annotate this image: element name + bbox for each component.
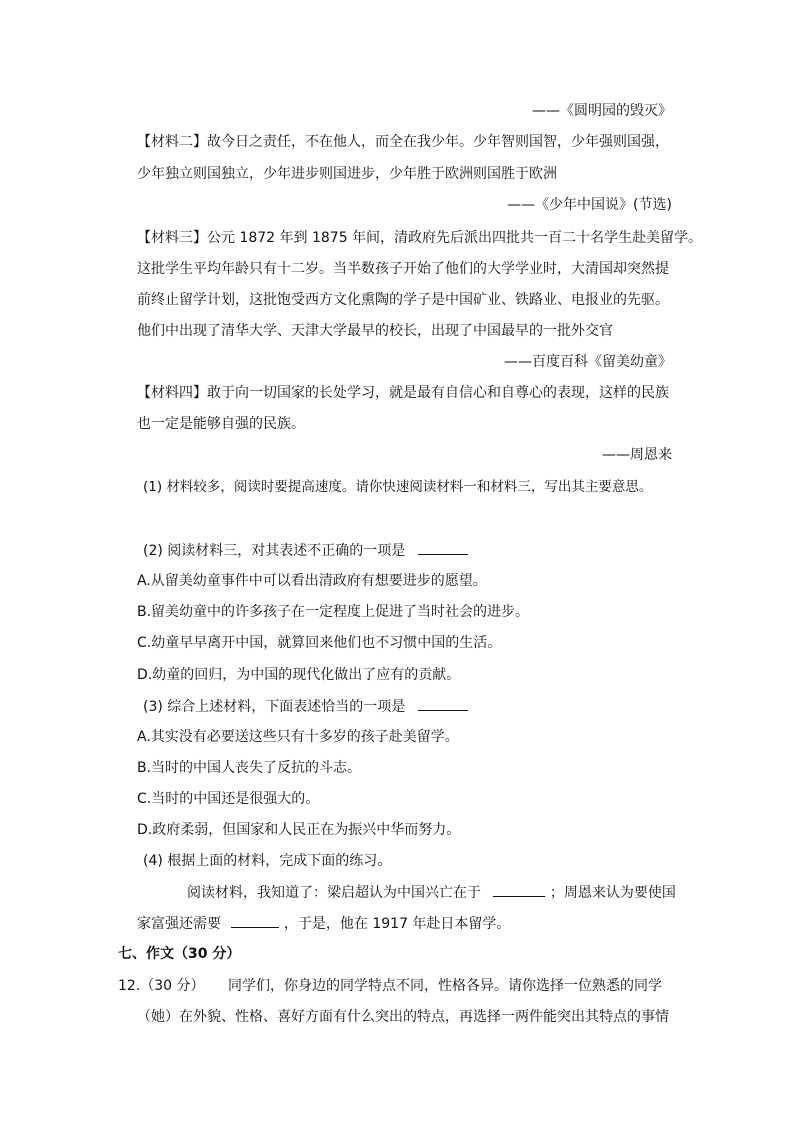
question-4: (4) 根据上面的材料，完成下面的练习。 bbox=[143, 853, 392, 869]
material2-source: ——《少年中国说》(节选) bbox=[507, 197, 672, 213]
material3-line4: 他们中出现了清华大学、天津大学最早的校长，出现了中国最早的一批外交官 bbox=[137, 323, 613, 339]
question-3 bbox=[143, 696, 468, 717]
material4-line2: 也一定是能够自强的民族。 bbox=[137, 416, 305, 432]
q3-option-b: B.当时的中国人丧失了反抗的斗志。 bbox=[137, 760, 362, 776]
material3-source: ——百度百科《留美幼童》 bbox=[504, 354, 672, 370]
q2-option-c: C.幼童早早离开中国，就算回来他们也不习惯中国的生活。 bbox=[137, 635, 502, 651]
question-2 bbox=[143, 540, 468, 561]
material2-line1: 【材料二】故今日之责任，不在他人，而全在我少年。少年智则国智，少年强则国强， bbox=[137, 134, 669, 150]
material3-line1: 【材料三】公元 1872 年到 1875 年间，清政府先后派出四批共一百二十名学生赴美留学。 bbox=[137, 230, 703, 246]
q3-option-c: C.当时的中国还是很强大的。 bbox=[137, 791, 320, 807]
question-4-fill-line2 bbox=[137, 913, 510, 934]
section-7-title: 七、作文（30 分） bbox=[118, 946, 241, 962]
material2-line2: 少年独立则国独立，少年进步则国进步，少年胜于欧洲则国胜于欧洲 bbox=[137, 166, 557, 182]
q3-option-d: D.政府柔弱，但国家和人民正在为振兴中华而努力。 bbox=[137, 822, 461, 838]
q3-option-a: A.其实没有必要送这些只有十多岁的孩子赴美留学。 bbox=[137, 729, 459, 745]
question-12-line1: 同学们，你身边的同学特点不同，性格各异。请你选择一位熟悉的同学 bbox=[228, 978, 662, 994]
fill-blank-1[interactable] bbox=[493, 882, 545, 897]
q2-option-a: A.从留美幼童事件中可以看出清政府有想要进步的愿望。 bbox=[137, 573, 487, 589]
fill-text-c: 家富强还需要 bbox=[137, 916, 221, 932]
q2-option-d: D.幼童的回归，为中国的现代化做出了应有的贡献。 bbox=[137, 667, 461, 683]
fill-blank-2[interactable] bbox=[231, 913, 279, 928]
fill-text-b: ；周恩来认为要使国 bbox=[549, 885, 676, 901]
question-3-text: (3) 综合上述材料，下面表述恰当的一项是 bbox=[143, 699, 406, 715]
question-1: (1) 材料较多，阅读时要提高速度。请你快速阅读材料一和材料三，写出其主要意思。 bbox=[143, 479, 653, 495]
q2-option-b: B.留美幼童中的许多孩子在一定程度上促进了当时社会的进步。 bbox=[137, 604, 530, 620]
material1-source: ——《圆明园的毁灭》 bbox=[532, 103, 672, 119]
fill-text-a: 阅读材料，我知道了：梁启超认为中国兴亡在于 bbox=[187, 885, 481, 901]
question-12-number: 12.（30 分） bbox=[118, 978, 205, 994]
material4-line1: 【材料四】敢于向一切国家的长处学习，就是最有自信心和自尊心的表现，这样的民族 bbox=[137, 385, 669, 401]
answer-blank[interactable] bbox=[418, 540, 468, 555]
material3-line3: 前终止留学计划，这批饱受西方文化熏陶的学子是中国矿业、铁路业、电报业的先驱。 bbox=[137, 292, 669, 308]
material4-source: ——周恩来 bbox=[602, 447, 672, 463]
question-12-line2: （她）在外貌、性格、喜好方面有什么突出的特点，再选择一两件能突出其特点的事情 bbox=[137, 1009, 669, 1025]
material3-line2: 这批学生平均年龄只有十二岁。当半数孩子开始了他们的大学学业时，大清国却突然提 bbox=[137, 261, 669, 277]
answer-blank[interactable] bbox=[418, 696, 468, 711]
question-2-text: (2) 阅读材料三，对其表述不正确的一项是 bbox=[143, 543, 406, 559]
fill-text-d: ，于是，他在 1917 年赴日本留学。 bbox=[283, 916, 511, 932]
question-4-fill-line1 bbox=[187, 882, 676, 903]
